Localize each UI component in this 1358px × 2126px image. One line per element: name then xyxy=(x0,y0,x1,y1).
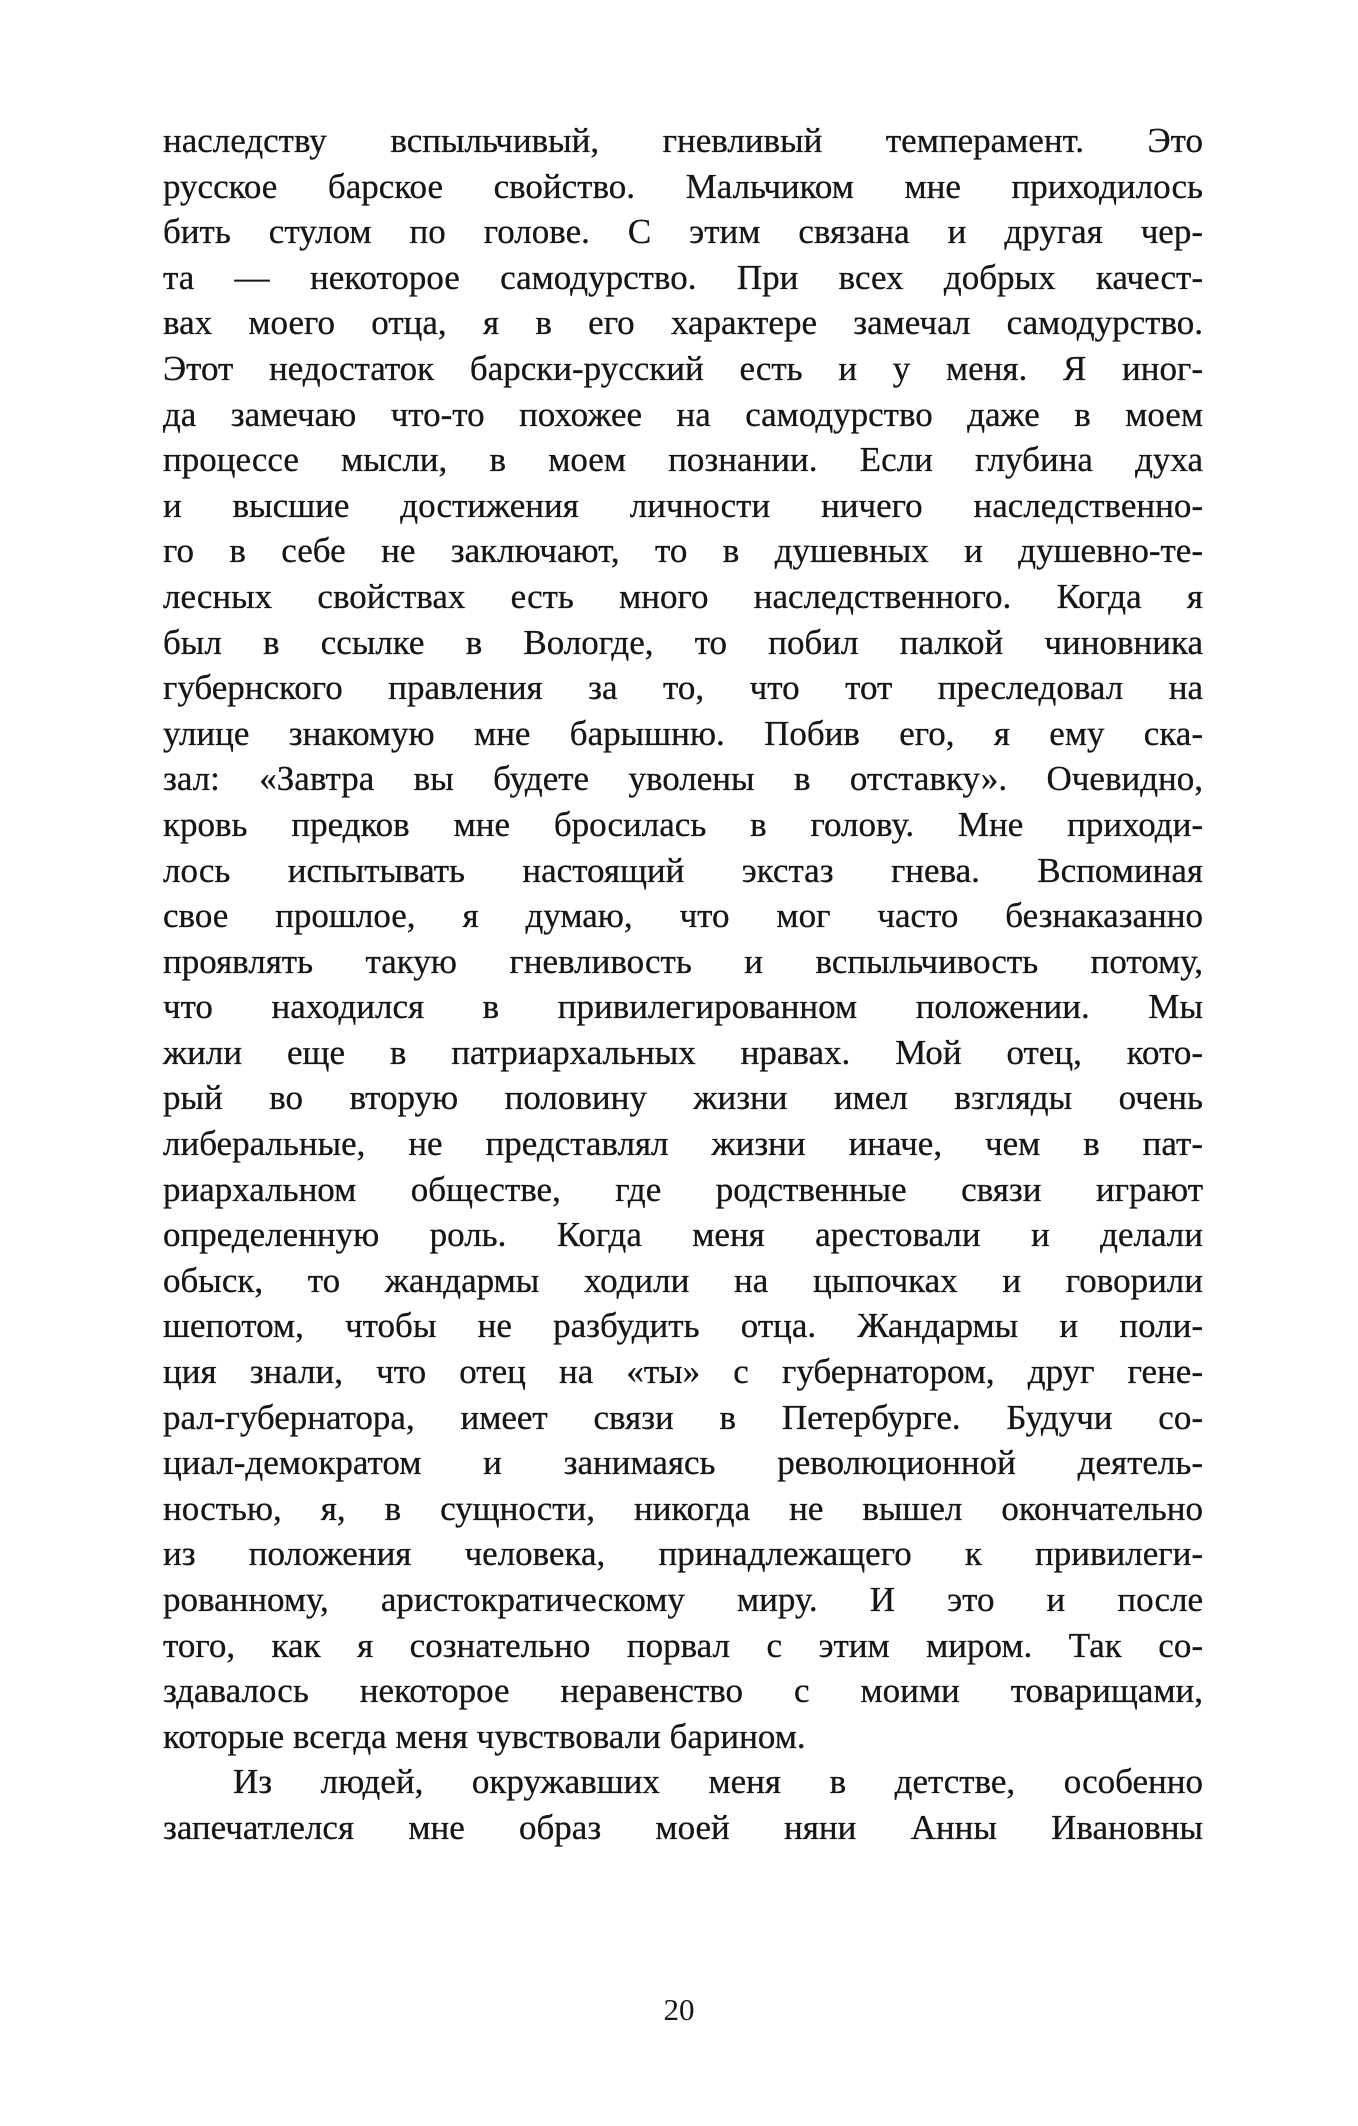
text-line: определенную роль. Когда меня арестовали и делали xyxy=(163,1215,1203,1255)
body-text xyxy=(163,118,1203,1851)
text-line: бить стулом по голове. С этим связана и другая чер- xyxy=(163,212,1203,252)
text-line: циал-демократом и занимаясь революционной деятель- xyxy=(163,1443,1203,1483)
text-line: жили еще в патриархальных нравах. Мой отец, кото- xyxy=(163,1032,1203,1072)
text-line: проявлять такую гневливость и вспыльчивость потому, xyxy=(163,941,1203,981)
text-line: та — некоторое самодурство. При всех добрых качест- xyxy=(163,257,1203,297)
text-line: зал: «Завтра вы будете уволены в отставку». Очевидно, xyxy=(163,759,1203,799)
text-line: рал-губернатора, имеет связи в Петербурге. Будучи со- xyxy=(163,1397,1203,1437)
text-line: свое прошлое, я думаю, что мог часто безнаказанно xyxy=(163,896,1203,936)
text-line: обыск, то жандармы ходили на цыпочках и говорили xyxy=(163,1260,1203,1300)
paragraph xyxy=(163,1759,1203,1850)
text-line: рый во вторую половину жизни имел взгляды очень xyxy=(163,1078,1203,1118)
text-line: либеральные, не представлял жизни иначе, чем в пат- xyxy=(163,1124,1203,1164)
text-line: лесных свойствах есть много наследственного. Когда я xyxy=(163,576,1203,616)
page-number: 20 xyxy=(663,1992,695,2027)
paragraph xyxy=(163,118,1203,1759)
text-line: здавалось некоторое неравенство с моими товарищами, xyxy=(163,1671,1203,1711)
text-line: что находился в привилегированном положении. Мы xyxy=(163,987,1203,1027)
text-line: процессе мысли, в моем познании. Если глубина духа xyxy=(163,440,1203,480)
text-line: кровь предков мне бросилась в голову. Мне приходи- xyxy=(163,804,1203,844)
text-line: из положения человека, принадлежащего к привилеги- xyxy=(163,1534,1203,1574)
text-line: Этот недостаток барски-русский есть и у меня. Я иног- xyxy=(163,348,1203,388)
text-line: вах моего отца, я в его характере замечал самодурство. xyxy=(163,303,1203,343)
text-line: лось испытывать настоящий экстаз гнева. Вспоминая xyxy=(163,850,1203,890)
text-line: шепотом, чтобы не разбудить отца. Жандармы и поли- xyxy=(163,1306,1203,1346)
text-line: ция знали, что отец на «ты» с губернатором, друг гене- xyxy=(163,1352,1203,1392)
text-line: риархальном обществе, где родственные связи играют xyxy=(163,1169,1203,1209)
text-line: русское барское свойство. Мальчиком мне приходилось xyxy=(163,166,1203,206)
text-line: да замечаю что-то похожее на самодурство даже в моем xyxy=(163,394,1203,434)
text-line: запечатлелся мне образ моей няни Анны Ивановны xyxy=(163,1807,1203,1847)
text-line: го в себе не заключают, то в душевных и душевно-те- xyxy=(163,531,1203,571)
text-line: наследству вспыльчивый, гневливый темперамент. Это xyxy=(163,121,1203,160)
text-line: губернского правления за то, что тот преследовал на xyxy=(163,668,1203,708)
text-line: того, как я сознательно порвал с этим миром. Так со- xyxy=(163,1625,1203,1665)
text-line: ностью, я, в сущности, никогда не вышел окончательно xyxy=(163,1488,1203,1528)
text-line: которые всегда меня чувствовали барином. xyxy=(163,1716,806,1756)
text-line: и высшие достижения личности ничего наследственно- xyxy=(163,485,1203,525)
text-line: Из людей, окружавших меня в детстве, особенно xyxy=(233,1762,1203,1802)
text-line: рованному, аристократическому миру. И это и после xyxy=(163,1580,1203,1619)
text-line: улице знакомую мне барышню. Побив его, я ему ска- xyxy=(163,713,1203,753)
text-line: был в ссылке в Вологде, то побил палкой чиновника xyxy=(163,622,1203,662)
